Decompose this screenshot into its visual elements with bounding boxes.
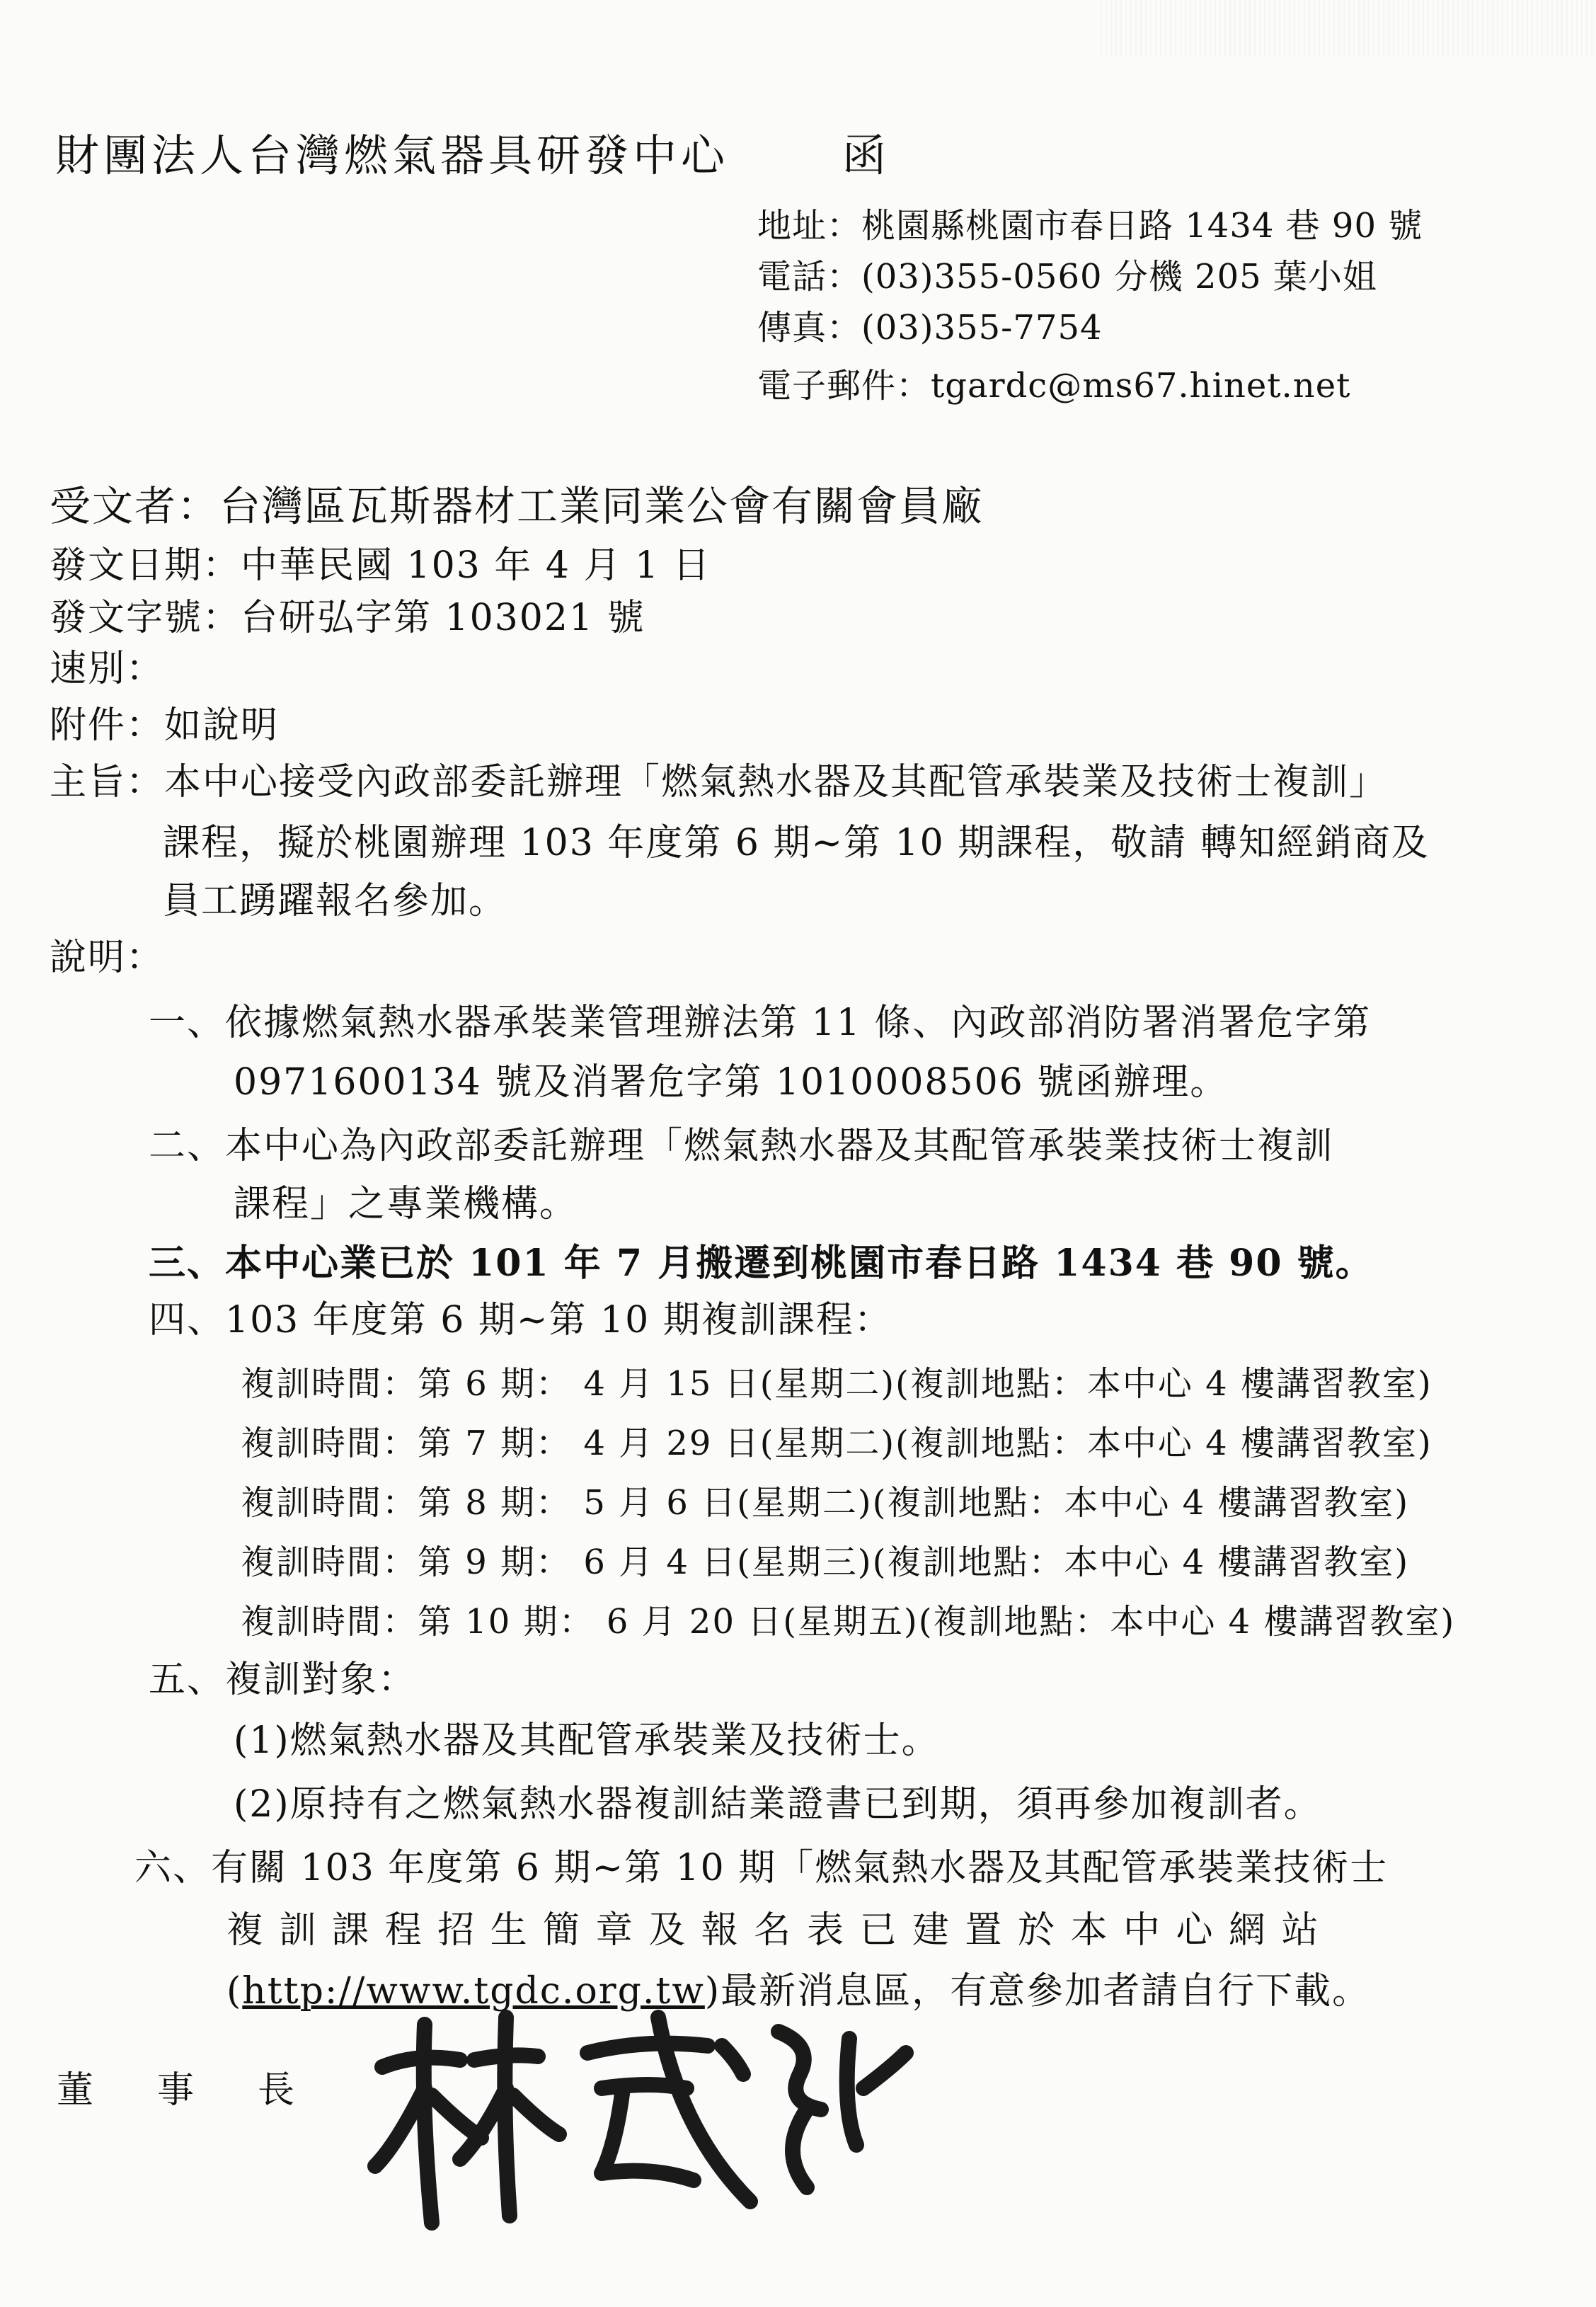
doc-number: 發文字號：台研弘字第 103021 號 bbox=[50, 597, 645, 639]
subject-line-1: 主旨：本中心接受內政部委託辦理「燃氣熱水器及其配管承裝業及技術士複訓」 bbox=[50, 761, 1388, 803]
item4-heading: 四、103 年度第 6 期~第 10 期複訓課程： bbox=[149, 1299, 892, 1341]
item6-line-2: 複 訓 課 程 招 生 簡 章 及 報 名 表 已 建 置 於 本 中 心 網 站 bbox=[226, 1909, 1321, 1952]
org-title bbox=[55, 120, 890, 183]
contact-email: 電子郵件：tgardc@ms67.hinet.net bbox=[757, 366, 1351, 406]
item1-line-1: 一、依據燃氣熱水器承裝業管理辦法第 11 條、內政部消防署消署危字第 bbox=[149, 1002, 1372, 1044]
subject-line-2: 課程，擬於桃園辦理 103 年度第 6 期~第 10 期課程，敬請 轉知經銷商及 bbox=[163, 822, 1430, 864]
target-item: (2)原持有之燃氣熱水器複訓結業證書已到期，須再參加複訓者。 bbox=[234, 1783, 1322, 1826]
speed-class: 速別： bbox=[50, 648, 165, 690]
website-link[interactable]: http://www.tgdc.org.tw bbox=[242, 1970, 705, 2013]
contact-fax: 傳真：(03)355-7754 bbox=[757, 308, 1103, 348]
doc-type: 函 bbox=[842, 130, 891, 181]
attachment: 附件：如說明 bbox=[50, 704, 280, 747]
schedule-row: 複訓時間：第 6 期： 4 月 15 日(星期二)(複訓地點：本中心 4 樓講習教室) bbox=[241, 1364, 1433, 1404]
scan-noise bbox=[1101, 0, 1596, 57]
item6-line-1: 六、有關 103 年度第 6 期~第 10 期「燃氣熱水器及其配管承裝業技術士 bbox=[134, 1847, 1389, 1889]
item2-line-1: 二、本中心為內政部委託辦理「燃氣熱水器及其配管承裝業技術士複訓 bbox=[149, 1125, 1334, 1167]
item5-heading: 五、複訓對象： bbox=[149, 1659, 417, 1701]
subject-line-3: 員工踴躍報名參加。 bbox=[163, 880, 507, 922]
item1-line-2: 0971600134 號及消署危字第 1010008506 號函辦理。 bbox=[234, 1061, 1229, 1104]
org-name: 財團法人台灣燃氣器具研發中心 bbox=[55, 130, 730, 181]
schedule-row: 複訓時間：第 8 期： 5 月 6 日(星期二)(複訓地點：本中心 4 樓講習教室) bbox=[241, 1483, 1410, 1523]
issue-date: 發文日期：中華民國 103 年 4 月 1 日 bbox=[50, 544, 711, 587]
contact-phone: 電話：(03)355-0560 分機 205 葉小姐 bbox=[757, 257, 1377, 297]
schedule-row: 複訓時間：第 10 期： 6 月 20 日(星期五)(複訓地點：本中心 4 樓講習教室) bbox=[241, 1602, 1456, 1642]
item6-line-3-rest: )最新消息區，有意參加者請自行下載。 bbox=[704, 1970, 1371, 2013]
item2-line-2: 課程」之專業機構。 bbox=[234, 1183, 578, 1225]
schedule-row: 複訓時間：第 9 期： 6 月 4 日(星期三)(複訓地點：本中心 4 樓講習教室) bbox=[241, 1542, 1410, 1582]
link-open-paren: ( bbox=[226, 1970, 243, 2013]
recipient: 受文者：台灣區瓦斯器材工業同業公會有關會員廠 bbox=[50, 482, 984, 530]
target-item: (1)燃氣熱水器及其配管承裝業及技術士。 bbox=[234, 1719, 940, 1762]
schedule-row: 複訓時間：第 7 期： 4 月 29 日(星期二)(複訓地點：本中心 4 樓講習教室) bbox=[241, 1424, 1433, 1463]
contact-address: 地址：桃園縣桃園市春日路 1434 巷 90 號 bbox=[757, 206, 1423, 246]
chairman-label: 董事長 bbox=[57, 2069, 359, 2112]
item3: 三、本中心業已於 101 年 7 月搬遷到桃園市春日路 1434 巷 90 號。 bbox=[149, 1242, 1374, 1285]
explanation-heading: 說明： bbox=[50, 937, 165, 979]
handwritten-signature bbox=[354, 2003, 920, 2237]
